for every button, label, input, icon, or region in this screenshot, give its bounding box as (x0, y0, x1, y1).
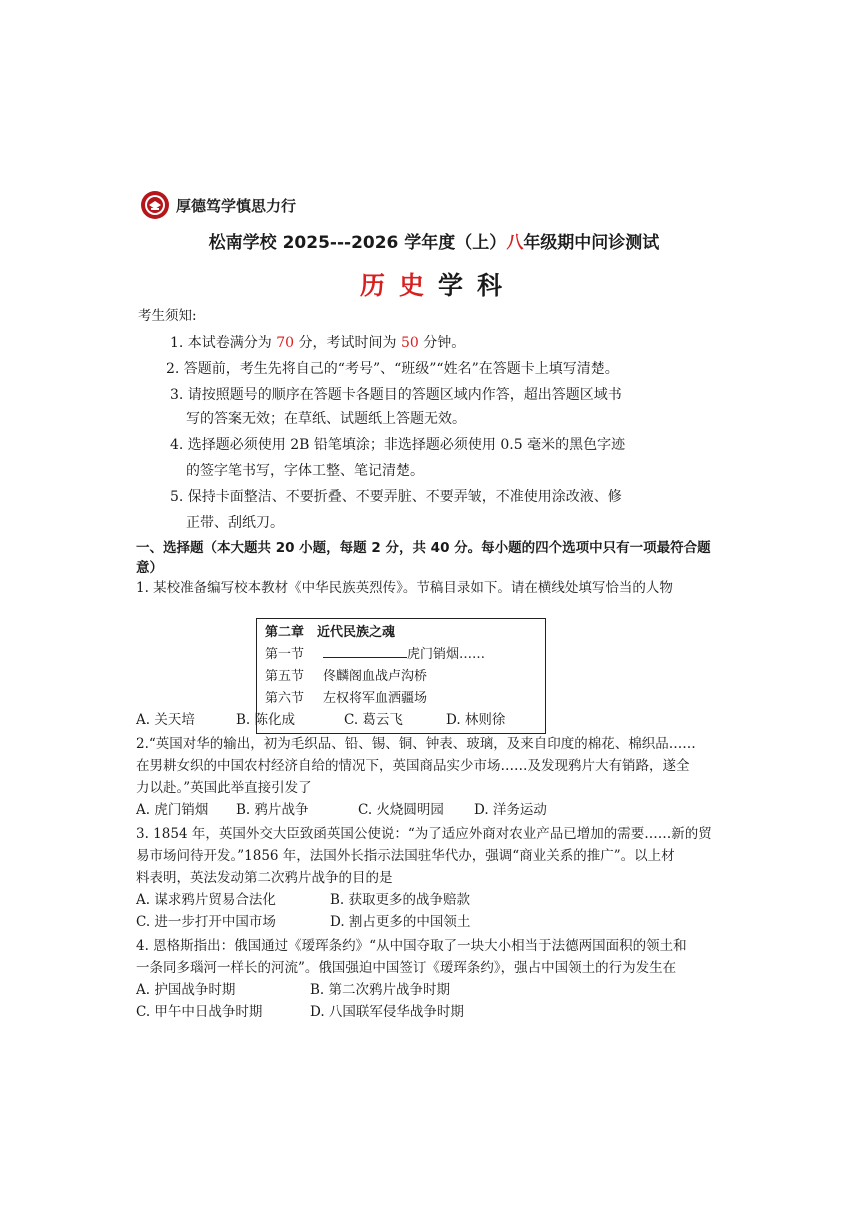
notice-item-1-time: 50 (401, 335, 419, 351)
toc-row-1 (265, 644, 537, 666)
question-4-option-d: D. 八国联军侵华战争时期 (310, 1004, 464, 1020)
question-4-option-a: A. 护国战争时期 (136, 982, 236, 998)
subject-char-3: 学 (438, 271, 470, 300)
notice-item-4-line-2: 的签字笔书写，字体工整、笔记清楚。 (186, 463, 424, 479)
section-1-heading-line-1: 一、选择题（本大题共 20 小题，每题 2 分，共 40 分。每小题的四个选项中只有一项最符合题 (136, 540, 711, 556)
notice-item-5-line-2: 正带、刮纸刀。 (186, 515, 284, 531)
question-3-line-2: 易市场问待开发。”1856 年，法国外长指示法国驻华代办，强调“商业关系的推广”。以上材 (136, 848, 675, 864)
question-3-option-a: A. 谋求鸦片贸易合法化 (136, 892, 276, 908)
question-1-option-b: B. 陈化成 (236, 712, 296, 728)
notice-item-3-line-1: 3. 请按照题号的顺序在答题卡各题目的答题区域内作答，超出答题区域书 (170, 387, 622, 403)
toc-row-2 (265, 666, 537, 688)
question-2-line-3: 力以赴。”英国此举直接引发了 (136, 780, 312, 796)
exam-title-suffix: 年级期中问诊测试 (523, 233, 660, 253)
notice-item-1-score: 70 (276, 335, 295, 351)
question-1-option-a: A. 关天培 (136, 712, 195, 728)
question-4-line-1: 4. 恩格斯指出：俄国通过《瑷珲条约》“从中国夺取了一块大小相当于法德两国面积的领土和 (136, 938, 687, 954)
toc-row-2-title: 佟麟阁血战卢沟桥 (323, 669, 428, 684)
toc-row-2-number: 第五节 (265, 669, 305, 684)
question-4-option-b: B. 第二次鸦片战争时期 (310, 982, 451, 998)
question-3-option-d: D. 割占更多的中国领土 (330, 914, 471, 930)
section-1-heading-line-2: 意） (136, 560, 163, 576)
question-3-option-b: B. 获取更多的战争赔款 (330, 892, 471, 908)
question-1-option-c: C. 葛云飞 (344, 712, 403, 728)
notice-item-1-text-c: 分钟。 (418, 335, 466, 351)
notice-item-1-text-b: 分，考试时间为 (294, 335, 401, 351)
school-header (140, 190, 296, 220)
notice-item-4-line-1: 4. 选择题必须使用 2B 铅笔填涂；非选择题必须使用 0.5 毫米的黑色字迹 (170, 437, 626, 453)
question-3-line-3: 料表明，英法发动第二次鸦片战争的目的是 (136, 870, 393, 886)
notice-heading: 考生须知: (138, 308, 197, 324)
notice-item-2: 2. 答题前，考生先将自己的“考号”、“班级”“姓名”在答题卡上填写清楚。 (166, 361, 619, 377)
question-4-option-c: C. 甲午中日战争时期 (136, 1004, 263, 1020)
toc-blank-line (323, 644, 407, 658)
question-2-line-1: 2.“英国对华的输出，初为毛织品、铅、锡、铜、钟表、玻璃，及来自印度的棉花、棉织品…… (136, 736, 696, 752)
notice-item-1-text-a: 1. 本试卷满分为 (170, 335, 277, 351)
notice-item-1 (170, 332, 465, 352)
school-motto: 厚德笃学慎思力行 (176, 196, 297, 215)
school-logo-icon (140, 190, 170, 220)
subject-char-2: 史 (398, 271, 430, 300)
toc-row-1-number: 第一节 (265, 647, 305, 662)
subject-char-4: 科 (477, 271, 509, 300)
question-2-option-b: B. 鸦片战争 (236, 802, 309, 818)
question-4-line-2: 一条同多瑙河一样长的河流”。俄国强迫中国签订《瑷珲条约》，强占中国领土的行为发生在 (136, 960, 677, 976)
notice-item-3-line-2: 写的答案无效；在草纸、试题纸上答题无效。 (186, 411, 466, 427)
question-2-option-d: D. 洋务运动 (474, 802, 547, 818)
subject-char-1: 历 (359, 271, 391, 300)
exam-title (0, 228, 868, 253)
question-1-stem: 1. 某校准备编写校本教材《中华民族英烈传》。节稿目录如下。请在横线处填写恰当的人物 (136, 580, 673, 596)
subject-title (0, 266, 868, 302)
toc-row-3-number: 第六节 (265, 691, 305, 706)
exam-title-prefix: 松南学校 2025---2026 学年度（上） (208, 233, 507, 253)
toc-row-3 (265, 688, 537, 710)
question-3-option-c: C. 进一步打开中国市场 (136, 914, 276, 930)
question-2-line-2: 在男耕女织的中国农村经济自给的情况下，英国商品实少市场……及发现鸦片大有销路，遂全 (136, 758, 690, 774)
toc-row-1-title: 虎门销烟…… (407, 647, 486, 662)
question-1-option-d: D. 林则徐 (446, 712, 506, 728)
question-2-option-a: A. 虎门销烟 (136, 802, 209, 818)
toc-row-3-title: 左权将军血洒疆场 (323, 691, 428, 706)
question-3-line-1: 3. 1854 年，英国外交大臣致函英国公使说：“为了适应外商对农业产品已增加的需要……新的贸 (136, 826, 712, 842)
question-2-option-c: C. 火烧圆明园 (358, 802, 444, 818)
exam-title-grade: 八 (506, 233, 524, 253)
toc-chapter: 第二章 近代民族之魂 (265, 625, 396, 640)
notice-item-5-line-1: 5. 保持卡面整洁、不要折叠、不要弄脏、不要弄皱，不准使用涂改液、修 (170, 489, 622, 505)
